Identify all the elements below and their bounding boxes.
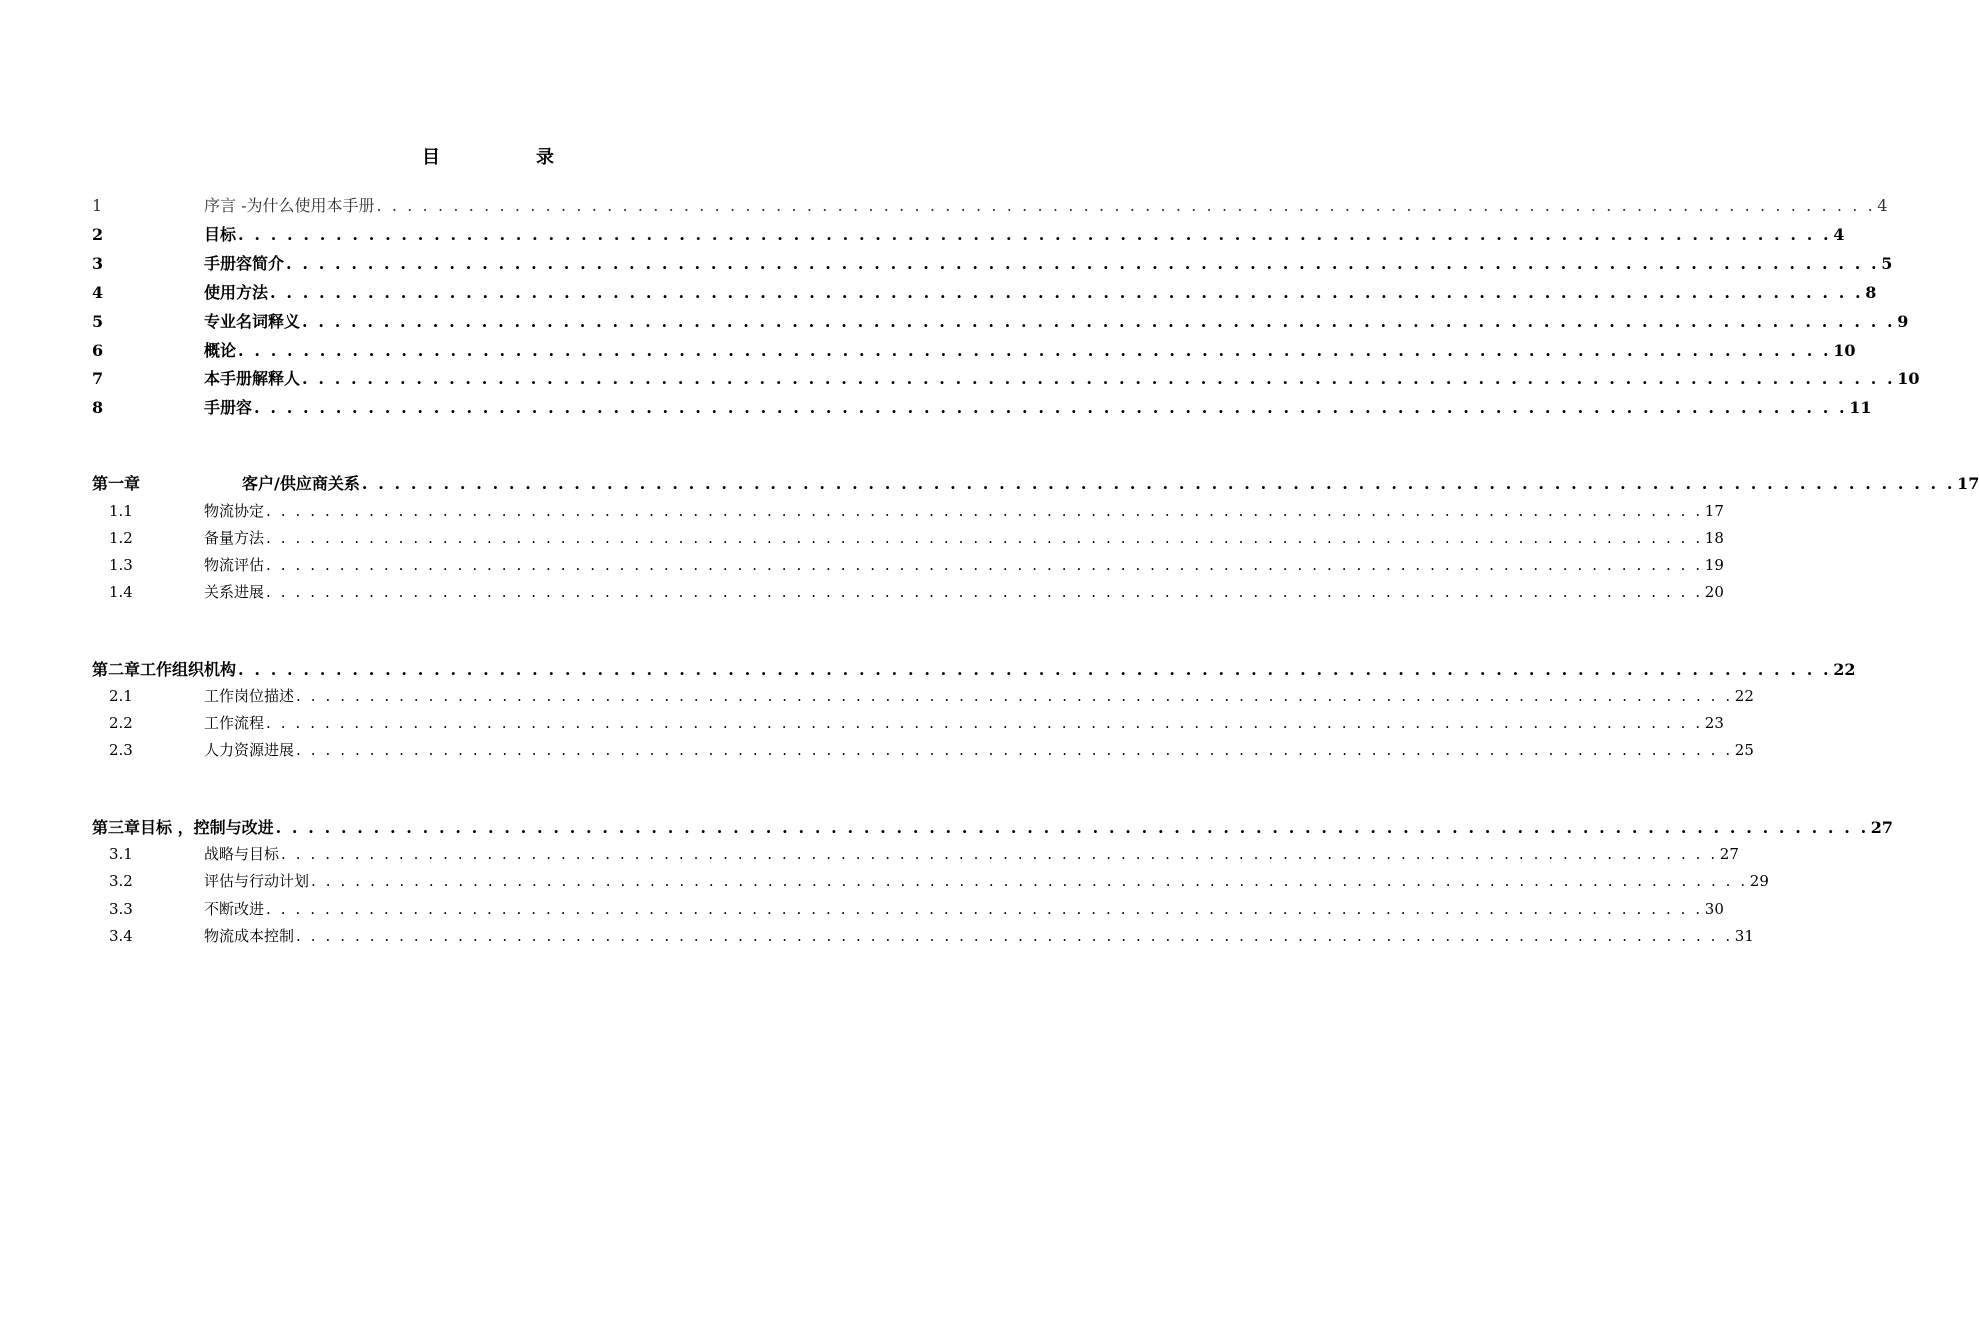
entry-page: 8 xyxy=(1865,283,1877,302)
entry-number: 2 xyxy=(92,225,104,244)
leader-dots: . . . . . . . . . . . . . . . . . . . . . . . . . . . . . . . . . . . . . . . . . . . . . . . . . . . . . . . . . . . . . . . . . . . . . . . . . . . . . . . . . . . . . . . . . . . . . . . . . . xyxy=(376,196,1876,215)
leader-dots: . . . . . . . . . . . . . . . . . . . . . . . . . . . . . . . . . . . . . . . . . . . . . . . . . . . . . . . . . . . . . . . . . . . . . . . . . . . . . . . . . . . . . . . . . . . . . . . . . . xyxy=(266,583,1703,601)
chapter-label: 第二章工作组织机构 xyxy=(92,660,237,679)
entry-label: 战略与目标 xyxy=(204,845,280,863)
entry-page: 19 xyxy=(1704,556,1724,574)
entry-number: 3 xyxy=(92,254,104,273)
toc-entry[interactable] xyxy=(92,366,1920,390)
toc-subentry[interactable] xyxy=(92,685,1754,709)
leader-dots: . . . . . . . . . . . . . . . . . . . . . . . . . . . . . . . . . . . . . . . . . . . . . . . . . . . . . . . . . . . . . . . . . . . . . . . . . . . . . . . . . . . . . . . . . . . . . . . . . . xyxy=(266,900,1703,918)
entry-label: 手册容 xyxy=(204,398,253,417)
entry-label: 目标 xyxy=(204,225,237,244)
entry-page: 18 xyxy=(1704,529,1724,547)
entry-label: 手册容简介 xyxy=(204,254,285,273)
entry-label: 序言 -为什么使用本手册 xyxy=(204,196,375,215)
entry-number: 4 xyxy=(92,283,104,302)
entry-page: 5 xyxy=(1881,254,1893,273)
entry-label: 工作流程 xyxy=(204,714,265,732)
entry-number: 3.3 xyxy=(109,900,133,918)
entry-label: 不断改进 xyxy=(204,900,265,918)
entry-page: 23 xyxy=(1704,714,1724,732)
leader-dots: . . . . . . . . . . . . . . . . . . . . . . . . . . . . . . . . . . . . . . . . . . . . . . . . . . . . . . . . . . . . . . . . . . . . . . . . . . . . . . . . . . . . . . . . . . . . . . . . . . xyxy=(275,818,1869,837)
leader-dots: . . . . . . . . . . . . . . . . . . . . . . . . . . . . . . . . . . . . . . . . . . . . . . . . . . . . . . . . . . . . . . . . . . . . . . . . . . . . . . . . . . . . . . . . . . . . . . . . . . xyxy=(266,714,1703,732)
entry-page: 31 xyxy=(1734,927,1754,945)
toc-entry[interactable] xyxy=(92,193,1888,217)
leader-dots: . . . . . . . . . . . . . . . . . . . . . . . . . . . . . . . . . . . . . . . . . . . . . . . . . . . . . . . . . . . . . . . . . . . . . . . . . . . . . . . . . . . . . . . . . . . . . . . . . . xyxy=(296,927,1733,945)
leader-dots: . . . . . . . . . . . . . . . . . . . . . . . . . . . . . . . . . . . . . . . . . . . . . . . . . . . . . . . . . . . . . . . . . . . . . . . . . . . . . . . . . . . . . . . . . . . . . . . . . . xyxy=(296,687,1733,705)
chapter-heading[interactable] xyxy=(92,815,1894,839)
entry-number: 1.3 xyxy=(109,556,133,574)
entry-number: 2.2 xyxy=(109,714,133,732)
entry-page: 11 xyxy=(1849,398,1872,417)
toc-entry[interactable] xyxy=(92,395,1872,419)
toc-subentry[interactable] xyxy=(92,712,1724,736)
entry-label: 物流成本控制 xyxy=(204,927,295,945)
toc-entry[interactable] xyxy=(92,280,1877,304)
leader-dots: . . . . . . . . . . . . . . . . . . . . . . . . . . . . . . . . . . . . . . . . . . . . . . . . . . . . . . . . . . . . . . . . . . . . . . . . . . . . . . . . . . . . . . . . . . . . . . . . . . xyxy=(266,502,1703,520)
entry-page: 22 xyxy=(1734,687,1754,705)
leader-dots: . . . . . . . . . . . . . . . . . . . . . . . . . . . . . . . . . . . . . . . . . . . . . . . . . . . . . . . . . . . . . . . . . . . . . . . . . . . . . . . . . . . . . . . . . . . . . . . . . . xyxy=(266,529,1703,547)
entry-label: 物流协定 xyxy=(204,502,265,520)
entry-label: 概论 xyxy=(204,341,237,360)
entry-label: 物流评估 xyxy=(204,556,265,574)
leader-dots: . . . . . . . . . . . . . . . . . . . . . . . . . . . . . . . . . . . . . . . . . . . . . . . . . . . . . . . . . . . . . . . . . . . . . . . . . . . . . . . . . . . . . . . . . . . . . . . . . . xyxy=(361,474,1956,493)
entry-page: 22 xyxy=(1833,660,1856,679)
title-char-right: 录 xyxy=(536,147,554,168)
entry-number: 3.1 xyxy=(109,845,133,863)
toc-entry[interactable] xyxy=(92,222,1845,246)
entry-page: 9 xyxy=(1897,312,1909,331)
chapter-number: 第一章 xyxy=(92,474,141,493)
toc-subentry[interactable] xyxy=(92,581,1724,605)
entry-label: 工作岗位描述 xyxy=(204,687,295,705)
entry-number: 3.2 xyxy=(109,872,133,890)
entry-number: 1.2 xyxy=(109,529,133,547)
toc-entry[interactable] xyxy=(92,338,1856,362)
entry-page: 4 xyxy=(1877,196,1888,215)
entry-label: 关系进展 xyxy=(204,583,265,601)
leader-dots: . . . . . . . . . . . . . . . . . . . . . . . . . . . . . . . . . . . . . . . . . . . . . . . . . . . . . . . . . . . . . . . . . . . . . . . . . . . . . . . . . . . . . . . . . . . . . . . . . . xyxy=(302,369,1896,388)
entry-label: 备量方法 xyxy=(204,529,265,547)
entry-page: 25 xyxy=(1734,741,1754,759)
toc-subentry[interactable] xyxy=(92,898,1724,922)
chapter-label: 第三章目标 ，控制与改进 xyxy=(92,818,274,837)
chapter-heading[interactable] xyxy=(92,657,1856,681)
toc-subentry[interactable] xyxy=(92,870,1769,894)
entry-page: 27 xyxy=(1719,845,1739,863)
toc-subentry[interactable] xyxy=(92,925,1754,949)
entry-page: 17 xyxy=(1704,502,1724,520)
entry-page: 4 xyxy=(1833,225,1845,244)
leader-dots: . . . . . . . . . . . . . . . . . . . . . . . . . . . . . . . . . . . . . . . . . . . . . . . . . . . . . . . . . . . . . . . . . . . . . . . . . . . . . . . . . . . . . . . . . . . . . . . . . . xyxy=(238,225,1832,244)
toc-subentry[interactable] xyxy=(92,843,1739,867)
leader-dots: . . . . . . . . . . . . . . . . . . . . . . . . . . . . . . . . . . . . . . . . . . . . . . . . . . . . . . . . . . . . . . . . . . . . . . . . . . . . . . . . . . . . . . . . . . . . . . . . . . xyxy=(302,312,1896,331)
entry-page: 30 xyxy=(1704,900,1724,918)
entry-number: 1.1 xyxy=(109,502,133,520)
toc-subentry[interactable] xyxy=(92,500,1724,524)
entry-page: 10 xyxy=(1897,369,1920,388)
leader-dots: . . . . . . . . . . . . . . . . . . . . . . . . . . . . . . . . . . . . . . . . . . . . . . . . . . . . . . . . . . . . . . . . . . . . . . . . . . . . . . . . . . . . . . . . . . . . . . . . . . xyxy=(238,660,1832,679)
entry-number: 2.1 xyxy=(109,687,133,705)
leader-dots: . . . . . . . . . . . . . . . . . . . . . . . . . . . . . . . . . . . . . . . . . . . . . . . . . . . . . . . . . . . . . . . . . . . . . . . . . . . . . . . . . . . . . . . . . . . . . . . . . . xyxy=(266,556,1703,574)
entry-number: 1 xyxy=(92,196,103,215)
toc-entry[interactable] xyxy=(92,251,1893,275)
entry-number: 8 xyxy=(92,398,104,417)
entry-label: 专业名词释义 xyxy=(204,312,301,331)
entry-number: 5 xyxy=(92,312,104,331)
entry-number: 1.4 xyxy=(109,583,133,601)
toc-entry[interactable] xyxy=(92,309,1909,333)
leader-dots: . . . . . . . . . . . . . . . . . . . . . . . . . . . . . . . . . . . . . . . . . . . . . . . . . . . . . . . . . . . . . . . . . . . . . . . . . . . . . . . . . . . . . . . . . . . . . . . . . . xyxy=(281,845,1718,863)
title-char-left: 目 xyxy=(422,147,440,168)
toc-subentry[interactable] xyxy=(92,527,1724,551)
leader-dots: . . . . . . . . . . . . . . . . . . . . . . . . . . . . . . . . . . . . . . . . . . . . . . . . . . . . . . . . . . . . . . . . . . . . . . . . . . . . . . . . . . . . . . . . . . . . . . . . . . xyxy=(311,872,1748,890)
chapter-label: 客户/供应商关系 xyxy=(242,474,360,493)
leader-dots: . . . . . . . . . . . . . . . . . . . . . . . . . . . . . . . . . . . . . . . . . . . . . . . . . . . . . . . . . . . . . . . . . . . . . . . . . . . . . . . . . . . . . . . . . . . . . . . . . . xyxy=(238,341,1832,360)
entry-page: 27 xyxy=(1870,818,1894,837)
entry-page: 20 xyxy=(1704,583,1724,601)
entry-number: 7 xyxy=(92,369,104,388)
entry-label: 评估与行动计划 xyxy=(204,872,310,890)
entry-number: 6 xyxy=(92,341,104,360)
entry-number: 3.4 xyxy=(109,927,133,945)
entry-number: 2.3 xyxy=(109,741,133,759)
entry-label: 本手册解释人 xyxy=(204,369,301,388)
chapter-heading[interactable] xyxy=(92,471,1979,495)
entry-page: 17 xyxy=(1957,474,1979,493)
entry-page: 29 xyxy=(1749,872,1769,890)
toc-subentry[interactable] xyxy=(92,739,1754,763)
leader-dots: . . . . . . . . . . . . . . . . . . . . . . . . . . . . . . . . . . . . . . . . . . . . . . . . . . . . . . . . . . . . . . . . . . . . . . . . . . . . . . . . . . . . . . . . . . . . . . . . . . xyxy=(270,283,1864,302)
toc-title xyxy=(0,143,950,167)
entry-label: 人力资源进展 xyxy=(204,741,295,759)
entry-label: 使用方法 xyxy=(204,283,269,302)
leader-dots: . . . . . . . . . . . . . . . . . . . . . . . . . . . . . . . . . . . . . . . . . . . . . . . . . . . . . . . . . . . . . . . . . . . . . . . . . . . . . . . . . . . . . . . . . . . . . . . . . . xyxy=(286,254,1880,273)
leader-dots: . . . . . . . . . . . . . . . . . . . . . . . . . . . . . . . . . . . . . . . . . . . . . . . . . . . . . . . . . . . . . . . . . . . . . . . . . . . . . . . . . . . . . . . . . . . . . . . . . . xyxy=(296,741,1733,759)
entry-page: 10 xyxy=(1833,341,1856,360)
toc-subentry[interactable] xyxy=(92,554,1724,578)
leader-dots: . . . . . . . . . . . . . . . . . . . . . . . . . . . . . . . . . . . . . . . . . . . . . . . . . . . . . . . . . . . . . . . . . . . . . . . . . . . . . . . . . . . . . . . . . . . . . . . . . . xyxy=(254,398,1848,417)
